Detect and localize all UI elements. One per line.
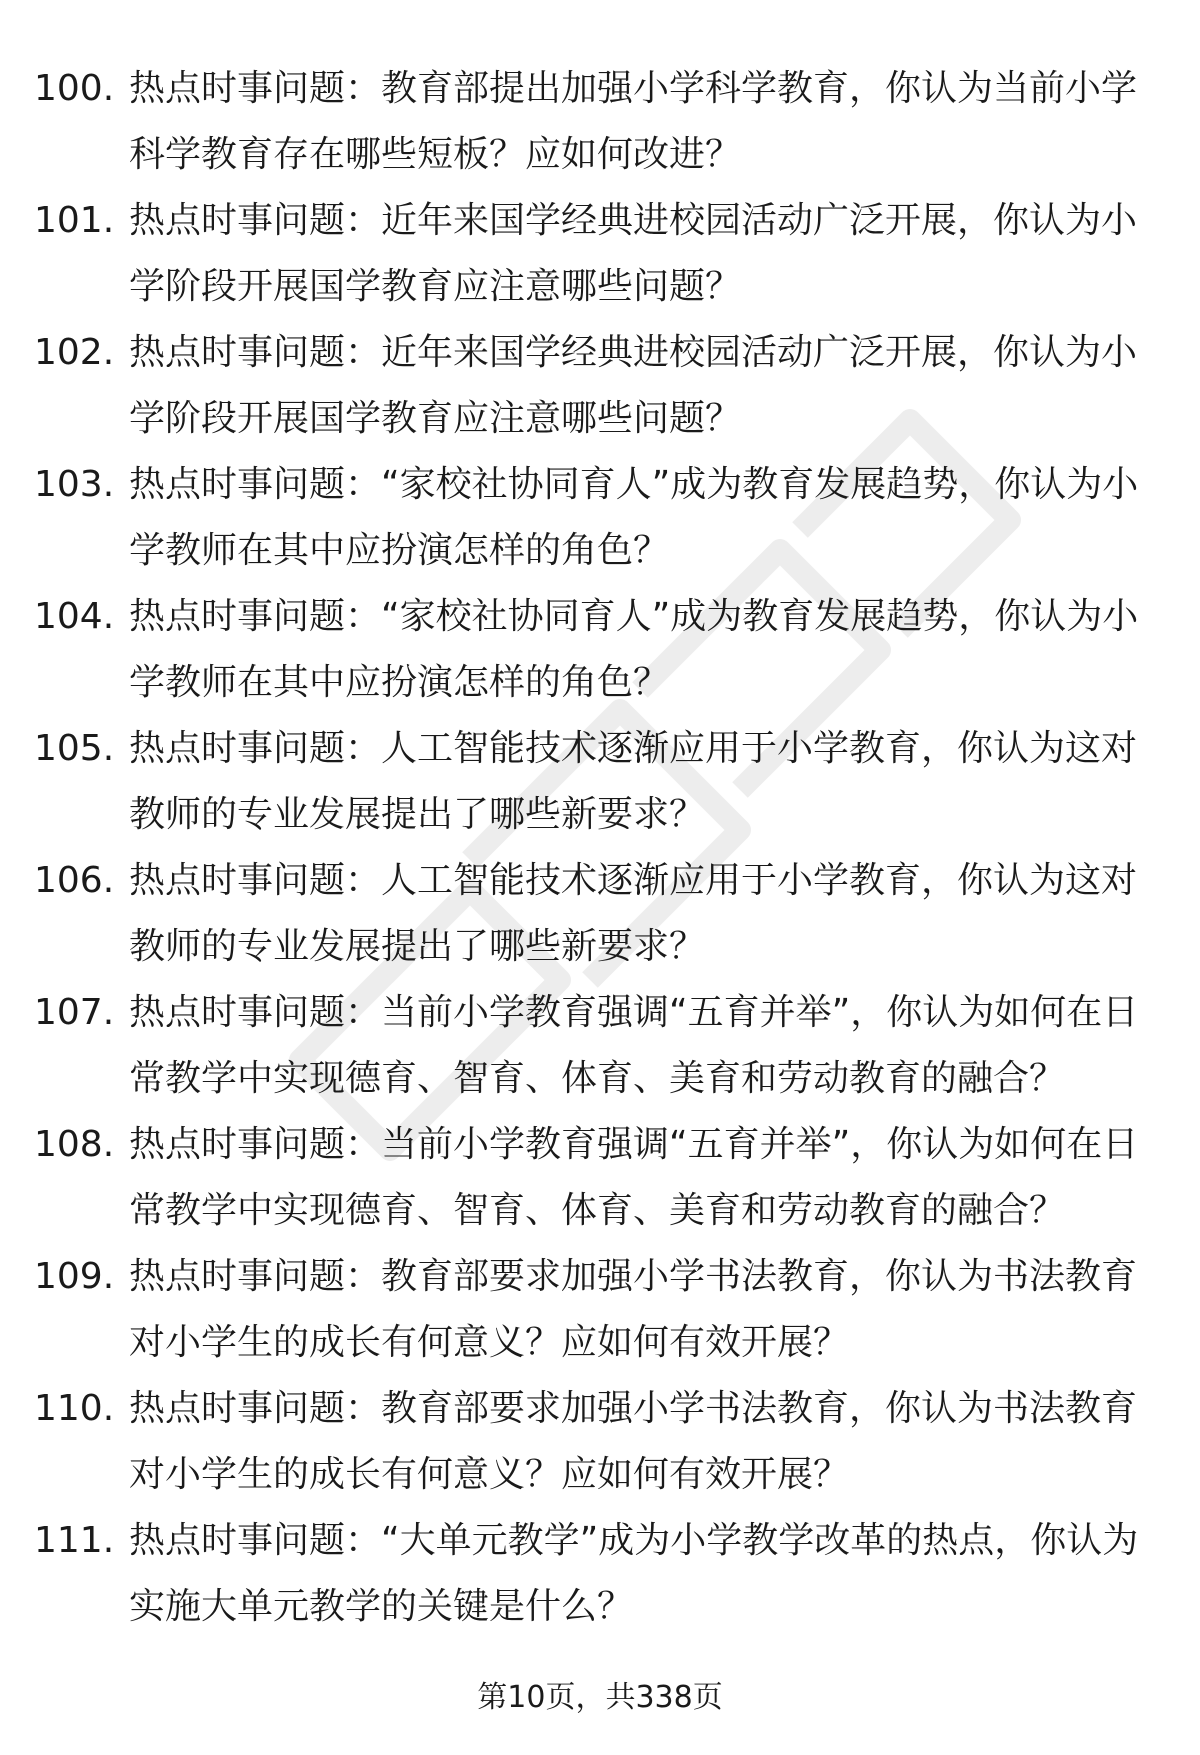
list-item (0, 1112, 1200, 1244)
question-text: 热点时事问题：教育部要求加强小学书法教育，你认为书法教育对小学生的成长有何意义？应如何有效开展？ (129, 1256, 1138, 1363)
list-item (0, 848, 1200, 980)
question-text: 热点时事问题：当前小学教育强调“五育并举”，你认为如何在日常教学中实现德育、智育、体育、美育和劳动教育的融合？ (129, 1124, 1139, 1231)
question-number: 100. (34, 68, 115, 109)
list-item (0, 980, 1200, 1112)
question-number: 102. (34, 332, 115, 373)
question-text: 热点时事问题：“家校社协同育人”成为教育发展趋势，你认为小学教师在其中应扮演怎样的角色？ (129, 464, 1139, 571)
question-number: 101. (34, 200, 115, 241)
question-text: 热点时事问题：“家校社协同育人”成为教育发展趋势，你认为小学教师在其中应扮演怎样的角色？ (129, 596, 1139, 703)
list-item (0, 716, 1200, 848)
question-text: 热点时事问题：教育部要求加强小学书法教育，你认为书法教育对小学生的成长有何意义？应如何有效开展？ (129, 1388, 1138, 1495)
question-number: 111. (34, 1520, 115, 1561)
list-item (0, 1244, 1200, 1376)
page-number-label: 第10页，共338页 (477, 1680, 723, 1715)
question-number: 110. (34, 1388, 115, 1429)
question-text: 热点时事问题：近年来国学经典进校园活动广泛开展，你认为小学阶段开展国学教育应注意哪些问题？ (129, 200, 1138, 307)
list-item (0, 1508, 1200, 1640)
question-list (0, 56, 1200, 1640)
question-number: 103. (34, 464, 115, 505)
page-footer (0, 1678, 1200, 1718)
list-item (0, 1376, 1200, 1508)
question-text: 热点时事问题：当前小学教育强调“五育并举”，你认为如何在日常教学中实现德育、智育、体育、美育和劳动教育的融合？ (129, 992, 1139, 1099)
list-item (0, 584, 1200, 716)
question-number: 106. (34, 860, 115, 901)
question-number: 108. (34, 1124, 115, 1165)
question-number: 109. (34, 1256, 115, 1297)
question-text: 热点时事问题：人工智能技术逐渐应用于小学教育，你认为这对教师的专业发展提出了哪些新要求？ (129, 728, 1138, 835)
question-number: 104. (34, 596, 115, 637)
question-number: 105. (34, 728, 115, 769)
list-item (0, 320, 1200, 452)
list-item (0, 188, 1200, 320)
question-text: 热点时事问题：近年来国学经典进校园活动广泛开展，你认为小学阶段开展国学教育应注意哪些问题？ (129, 332, 1138, 439)
question-text: 热点时事问题：教育部提出加强小学科学教育，你认为当前小学科学教育存在哪些短板？应如何改进？ (129, 68, 1138, 175)
question-text: 热点时事问题：人工智能技术逐渐应用于小学教育，你认为这对教师的专业发展提出了哪些新要求？ (129, 860, 1138, 967)
question-text: 热点时事问题：“大单元教学”成为小学教学改革的热点，你认为实施大单元教学的关键是什么？ (129, 1520, 1139, 1627)
list-item (0, 56, 1200, 188)
list-item (0, 452, 1200, 584)
question-number: 107. (34, 992, 115, 1033)
